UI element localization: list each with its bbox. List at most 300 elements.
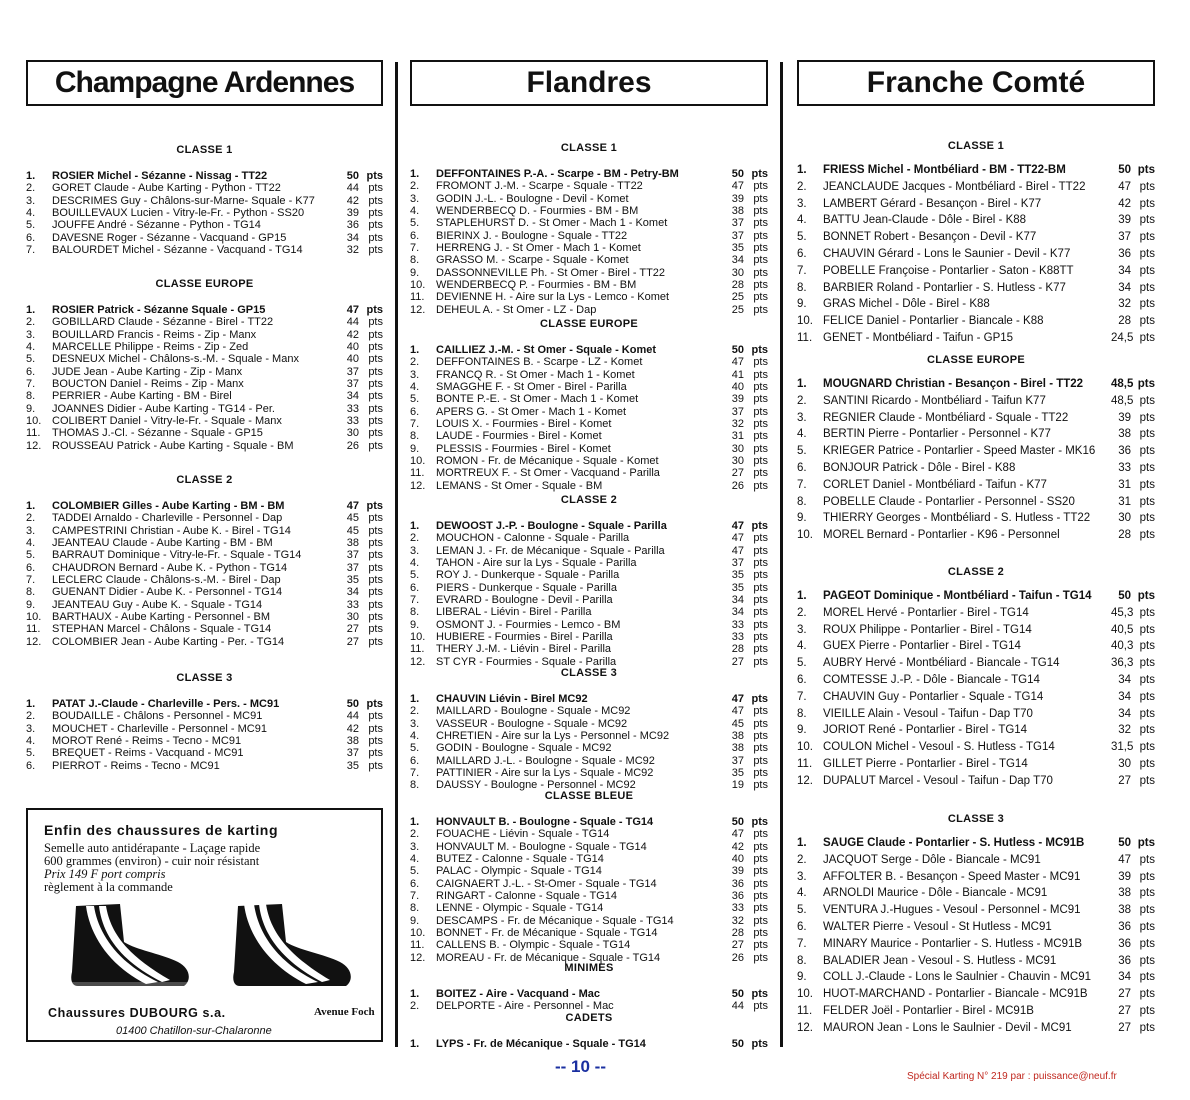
result-unit: pts: [368, 635, 383, 648]
result-name: ROMON - Fr. de Mécanique - Squale - Komet: [436, 455, 659, 468]
result-row: [26, 636, 383, 648]
result-row: [797, 638, 1155, 655]
result-rank: 5.: [410, 865, 420, 878]
section-title: CADETS: [565, 1012, 613, 1024]
result-row: [797, 443, 1155, 460]
result-rank: 11.: [797, 331, 813, 344]
result-rank: 10.: [410, 631, 426, 644]
result-rank: 10.: [797, 741, 813, 754]
result-name: GRAS Michel - Dôle - Birel - K88: [823, 298, 990, 311]
section-title: MINIMES: [564, 962, 614, 974]
result-unit: pts: [1139, 774, 1155, 787]
result-points: 39: [1118, 870, 1131, 883]
result-name: THOMAS J.-Cl. - Sézanne - Squale - GP15: [52, 427, 263, 440]
section-classe-2: [26, 474, 383, 648]
result-row: [410, 230, 768, 242]
result-unit: pts: [1139, 707, 1155, 720]
result-unit: pts: [368, 574, 383, 587]
result-points: 34: [1118, 281, 1131, 294]
result-rank: 3.: [26, 722, 36, 735]
result-row: [410, 693, 768, 705]
result-name: BONNET Robert - Besançon - Devil - K77: [823, 231, 1037, 244]
result-name: MOREL Bernard - Pontarlier - K96 - Personnel: [823, 529, 1060, 542]
result-unit: pts: [753, 455, 768, 468]
result-rank: 2.: [410, 705, 420, 718]
result-unit: pts: [1139, 214, 1155, 227]
result-points: 42: [1118, 197, 1131, 210]
result-rank: 1.: [797, 164, 807, 176]
result-points: 37: [346, 747, 359, 760]
result-unit: pts: [1137, 378, 1155, 390]
result-points: 48,5: [1111, 394, 1134, 407]
result-rank: 6.: [26, 759, 36, 772]
result-rank: 7.: [26, 574, 36, 587]
result-points: 44: [731, 1000, 744, 1013]
result-points: 31: [1118, 478, 1131, 491]
result-name: TADDEI Arnaldo - Charleville - Personnel - Dap: [52, 512, 283, 525]
result-rank: 6.: [26, 231, 36, 244]
result-name: ROUSSEAU Patrick - Aube Karting - Squale - BM: [52, 439, 294, 452]
section-title: CLASSE 2: [560, 494, 618, 506]
section-title: CLASSE 1: [947, 140, 1005, 152]
result-points: 35: [731, 569, 744, 582]
result-unit: pts: [753, 192, 768, 205]
result-rank: 6.: [26, 561, 36, 574]
result-unit: pts: [1137, 164, 1155, 176]
result-unit: pts: [753, 279, 768, 292]
result-name: FELDER Joël - Pontarlier - Birel - MC91B: [823, 1004, 1034, 1017]
result-name: THERY J.-M. - Liévin - Birel - Parilla: [436, 643, 612, 656]
section-title: CLASSE EUROPE: [539, 318, 639, 330]
result-name: KRIEGER Patrice - Pontarlier - Speed Master - MK16: [823, 445, 1096, 458]
result-row: [26, 366, 383, 378]
section-classe-1: [26, 144, 383, 256]
result-rank: 1.: [410, 988, 420, 1000]
result-row: [797, 588, 1155, 605]
section-classe-1: [410, 142, 768, 316]
result-row: [410, 878, 768, 890]
result-name: BOUILLARD Francis - Reims - Zip - Manx: [52, 328, 257, 341]
result-unit: pts: [753, 217, 768, 230]
result-points: 50: [731, 168, 744, 180]
result-unit: pts: [753, 754, 768, 767]
result-unit: pts: [753, 442, 768, 455]
result-name: DASSONNEVILLE Ph. - St Omer - Birel - TT22: [436, 266, 666, 279]
result-name: JOANNES Didier - Aube Karting - TG14 - Per.: [52, 402, 275, 415]
result-rank: 7.: [410, 890, 420, 903]
region-title: Champagne Ardennes: [26, 60, 383, 106]
result-points: 36: [1118, 445, 1131, 458]
result-row: [26, 244, 383, 256]
result-rank: 6.: [410, 754, 420, 767]
result-unit: pts: [753, 705, 768, 718]
result-name: ARNOLDI Maurice - Dôle - Biancale - MC91: [823, 887, 1048, 900]
result-row: [410, 643, 768, 655]
result-name: VENTURA J.-Hugues - Vesoul - Personnel - MC91: [823, 904, 1081, 917]
result-row: [797, 739, 1155, 756]
result-points: 50: [1118, 590, 1131, 602]
result-unit: pts: [368, 598, 383, 611]
result-unit: pts: [753, 393, 768, 406]
result-rank: 6.: [797, 920, 807, 933]
result-rank: 9.: [410, 266, 420, 279]
result-row: [410, 304, 768, 316]
result-unit: pts: [1139, 445, 1155, 458]
result-row: [410, 217, 768, 229]
result-rank: 7.: [26, 378, 36, 391]
result-rank: 6.: [410, 405, 420, 418]
result-name: LIBERAL - Liévin - Birel - Parilla: [436, 606, 592, 619]
result-unit: pts: [1139, 673, 1155, 686]
result-points: 45: [731, 717, 744, 730]
result-name: BOUCTON Daniel - Reims - Zip - Manx: [52, 378, 244, 391]
result-row: [410, 205, 768, 217]
result-points: 39: [731, 192, 744, 205]
result-unit: pts: [753, 381, 768, 394]
result-row: [26, 549, 383, 561]
result-points: 44: [346, 316, 359, 329]
result-rank: 8.: [410, 902, 420, 915]
result-name: REGNIER Claude - Montbéliard - Squale - TT22: [823, 411, 1069, 424]
result-unit: pts: [753, 479, 768, 492]
result-points: 38: [346, 537, 359, 550]
result-points: 36: [1118, 920, 1131, 933]
result-unit: pts: [1137, 590, 1155, 602]
result-row: [797, 196, 1155, 213]
result-rank: 10.: [410, 927, 426, 940]
result-row: [797, 527, 1155, 544]
result-points: 30: [731, 266, 744, 279]
result-name: JORIOT René - Pontarlier - Birel - TG14: [823, 724, 1028, 737]
result-rank: 2.: [410, 532, 420, 545]
result-row: [410, 841, 768, 853]
result-unit: pts: [1139, 870, 1155, 883]
result-name: FRANCQ R. - St Omer - Mach 1 - Komet: [436, 368, 635, 381]
result-unit: pts: [1139, 512, 1155, 525]
result-points: 50: [1118, 164, 1131, 176]
result-rank: 7.: [410, 242, 420, 255]
result-points: 47: [731, 705, 744, 718]
result-rank: 12.: [410, 655, 426, 668]
result-points: 34: [346, 390, 359, 403]
ad-line: Prix 149 F port compris: [44, 867, 166, 881]
result-points: 30: [1118, 512, 1131, 525]
result-unit: pts: [368, 194, 383, 207]
result-rank: 8.: [26, 390, 36, 403]
result-unit: pts: [368, 244, 383, 257]
result-points: 44: [346, 182, 359, 195]
result-name: POBELLE Claude - Pontarlier - Personnel - SS20: [823, 495, 1075, 508]
result-unit: pts: [753, 581, 768, 594]
result-name: FOUACHE - Liévin - Squale - TG14: [436, 828, 610, 841]
result-row: [797, 986, 1155, 1003]
result-points: 36: [731, 877, 744, 890]
result-points: 34: [1118, 707, 1131, 720]
result-unit: pts: [368, 231, 383, 244]
result-points: 45: [346, 512, 359, 525]
result-rank: 3.: [26, 194, 36, 207]
result-rank: 3.: [797, 197, 807, 210]
result-unit: pts: [368, 390, 383, 403]
result-row: [26, 378, 383, 390]
result-unit: pts: [753, 730, 768, 743]
karting-shoe-right-image: [228, 902, 358, 990]
result-unit: pts: [753, 631, 768, 644]
result-row: [410, 988, 768, 1000]
section-title: CLASSE EUROPE: [155, 278, 254, 290]
result-points: 36: [1118, 247, 1131, 260]
result-points: 35: [731, 581, 744, 594]
result-rank: 8.: [410, 254, 420, 267]
result-points: 33: [346, 415, 359, 428]
result-points: 36,3: [1111, 657, 1134, 670]
result-row: [797, 605, 1155, 622]
result-name: CAIGNAERT J.-L. - St-Omer - Squale - TG14: [436, 877, 657, 890]
result-name: SAUGE Claude - Pontarlier - S. Hutless - MC91B: [823, 837, 1085, 849]
result-unit: pts: [1139, 1021, 1155, 1034]
result-row: [797, 885, 1155, 902]
result-name: AFFOLTER B. - Besançon - Speed Master - MC91: [823, 870, 1081, 883]
result-points: 38: [346, 735, 359, 748]
result-row: [26, 698, 383, 710]
result-unit: pts: [368, 353, 383, 366]
result-unit: pts: [1139, 971, 1155, 984]
result-rank: 2.: [797, 180, 807, 193]
result-rank: 7.: [797, 937, 807, 950]
result-name: MOUCHON - Calonne - Squale - Parilla: [436, 532, 630, 545]
result-name: CHAUVIN Guy - Pontarlier - Squale - TG14: [823, 690, 1044, 703]
result-row: [797, 477, 1155, 494]
section-title: CLASSE EUROPE: [926, 354, 1026, 366]
result-row: [26, 207, 383, 219]
result-unit: pts: [751, 1038, 768, 1050]
result-points: 34: [731, 606, 744, 619]
result-rank: 10.: [410, 455, 426, 468]
result-row: [797, 835, 1155, 852]
result-unit: pts: [1139, 757, 1155, 770]
result-name: FRIESS Michel - Montbéliard - BM - TT22-BM: [823, 164, 1066, 176]
result-points: 28: [1118, 529, 1131, 542]
result-points: 47: [731, 180, 744, 193]
result-unit: pts: [753, 840, 768, 853]
result-rank: 4.: [410, 730, 420, 743]
section-title: CLASSE 2: [947, 566, 1005, 578]
result-name: DUPALUT Marcel - Vesoul - Taifun - Dap T70: [823, 774, 1053, 787]
result-points: 35: [731, 242, 744, 255]
result-points: 34: [731, 594, 744, 607]
result-row: [797, 393, 1155, 410]
result-unit: pts: [753, 242, 768, 255]
result-unit: pts: [1139, 315, 1155, 328]
section-classe-europe: [26, 278, 383, 452]
result-unit: pts: [753, 544, 768, 557]
result-unit: pts: [1139, 264, 1155, 277]
result-unit: pts: [753, 532, 768, 545]
result-rank: 12.: [797, 1021, 813, 1034]
result-unit: pts: [753, 205, 768, 218]
result-unit: pts: [368, 219, 383, 232]
result-rank: 2.: [410, 1000, 420, 1013]
result-name: PLESSIS - Fourmies - Birel - Komet: [436, 442, 611, 455]
result-unit: pts: [368, 759, 383, 772]
result-points: 27: [1118, 774, 1131, 787]
result-points: 31,5: [1111, 741, 1134, 754]
result-name: CHAUVIN Liévin - Birel MC92: [436, 693, 588, 705]
result-points: 50: [346, 170, 359, 182]
result-points: 27: [1118, 988, 1131, 1001]
result-row: [797, 1003, 1155, 1020]
region-champagne-ardennes: [26, 60, 383, 772]
result-unit: pts: [753, 418, 768, 431]
result-unit: pts: [751, 520, 768, 532]
result-unit: pts: [1139, 495, 1155, 508]
result-points: 25: [731, 291, 744, 304]
result-points: 31: [731, 430, 744, 443]
result-rank: 5.: [410, 742, 420, 755]
result-unit: pts: [1139, 247, 1155, 260]
result-points: 27: [731, 467, 744, 480]
result-rank: 3.: [410, 717, 420, 730]
result-name: MOUGNARD Christian - Besançon - Birel - TT22: [823, 378, 1084, 390]
result-points: 33: [1118, 461, 1131, 474]
result-row: [797, 313, 1155, 330]
result-unit: pts: [753, 877, 768, 890]
result-rank: 11.: [410, 467, 425, 480]
result-points: 37: [731, 557, 744, 570]
result-unit: pts: [1139, 461, 1155, 474]
result-rank: 1.: [26, 698, 36, 710]
result-points: 42: [731, 840, 744, 853]
result-rank: 9.: [797, 971, 807, 984]
result-unit: pts: [1139, 937, 1155, 950]
result-unit: pts: [368, 561, 383, 574]
result-name: STEPHAN Marcel - Châlons - Squale - TG14: [52, 623, 272, 636]
result-rank: 8.: [797, 954, 807, 967]
result-name: DEFFONTAINES B. - Scarpe - LZ - Komet: [436, 356, 643, 369]
result-unit: pts: [368, 549, 383, 562]
result-points: 34: [346, 231, 359, 244]
result-rank: 2.: [26, 182, 36, 195]
result-points: 38: [731, 205, 744, 218]
result-rank: 3.: [797, 411, 807, 424]
result-row: [797, 179, 1155, 196]
result-row: [797, 655, 1155, 672]
result-rank: 4.: [797, 640, 807, 653]
result-unit: pts: [753, 569, 768, 582]
result-row: [26, 329, 383, 341]
result-row: [797, 494, 1155, 511]
result-row: [410, 594, 768, 606]
result-rank: 8.: [797, 707, 807, 720]
result-row: [26, 512, 383, 524]
result-rank: 6.: [410, 581, 420, 594]
result-points: 50: [731, 1038, 744, 1050]
result-name: BERTIN Pierre - Pontarlier - Personnel - K77: [823, 428, 1051, 441]
result-points: 32: [731, 418, 744, 431]
result-name: VASSEUR - Boulogne - Squale - MC92: [436, 717, 628, 730]
result-name: COULON Michel - Vesoul - S. Hutless - TG14: [823, 741, 1055, 754]
result-row: [26, 599, 383, 611]
result-row: [26, 723, 383, 735]
page-number: -- 10 --: [555, 1057, 606, 1076]
result-rank: 2.: [410, 356, 420, 369]
result-unit: pts: [1139, 231, 1155, 244]
result-points: 50: [346, 698, 359, 710]
result-row: [410, 467, 768, 479]
result-rank: 7.: [410, 767, 420, 780]
result-rank: 9.: [797, 298, 807, 311]
result-name: ROSIER Michel - Sézanne - Nissag - TT22: [52, 170, 268, 182]
result-points: 28: [731, 927, 744, 940]
result-rank: 7.: [797, 690, 807, 703]
result-row: [410, 816, 768, 828]
result-points: 47: [731, 693, 744, 705]
result-name: MINARY Maurice - Pontarlier - S. Hutless - MC91B: [823, 937, 1083, 950]
result-name: CORLET Daniel - Montbéliard - Taifun - K77: [823, 478, 1047, 491]
result-rank: 5.: [410, 393, 420, 406]
result-name: CAMPESTRINI Christian - Aube K. - Birel - TG14: [52, 524, 291, 537]
result-rank: 12.: [410, 303, 426, 316]
section-title: CLASSE 3: [176, 672, 233, 684]
result-points: 41: [731, 368, 744, 381]
result-rank: 8.: [797, 495, 807, 508]
result-points: 34: [1118, 673, 1131, 686]
result-unit: pts: [366, 304, 383, 316]
result-rank: 5.: [26, 747, 36, 760]
ad-title: Enfin des chaussures de karting: [44, 822, 279, 838]
result-name: VIEILLE Alain - Vesoul - Taifun - Dap T70: [823, 707, 1033, 720]
result-name: JEANCLAUDE Jacques - Montbéliard - Birel - TT22: [823, 180, 1086, 193]
result-row: [797, 919, 1155, 936]
result-rank: 2.: [410, 828, 420, 841]
result-rank: 1.: [26, 170, 36, 182]
result-rank: 1.: [26, 500, 36, 512]
result-unit: pts: [368, 182, 383, 195]
result-points: 37: [731, 754, 744, 767]
result-rank: 5.: [797, 657, 807, 670]
result-points: 38: [1118, 887, 1131, 900]
result-rank: 8.: [410, 779, 420, 792]
result-points: 47: [731, 520, 744, 532]
result-row: [797, 510, 1155, 527]
result-points: 44: [346, 710, 359, 723]
result-row: [410, 742, 768, 754]
result-row: [410, 619, 768, 631]
result-name: BUTEZ - Calonne - Squale - TG14: [436, 853, 604, 866]
result-name: DEWOOST J.-P. - Boulogne - Squale - Parilla: [436, 520, 667, 532]
result-name: DELPORTE - Aire - Personnel - Mac: [436, 1000, 614, 1013]
result-row: [410, 1000, 768, 1012]
result-points: 48,5: [1111, 378, 1134, 390]
result-rank: 11.: [410, 643, 425, 656]
result-unit: pts: [753, 779, 768, 792]
section-classe-2: [410, 494, 768, 668]
result-row: [26, 760, 383, 772]
result-row: [26, 500, 383, 512]
result-rank: 11.: [797, 1004, 813, 1017]
result-rank: 3.: [797, 870, 807, 883]
result-unit: pts: [1139, 428, 1155, 441]
result-rank: 12.: [26, 635, 42, 648]
result-row: [410, 279, 768, 291]
result-unit: pts: [1139, 478, 1155, 491]
result-points: 34: [1118, 690, 1131, 703]
result-row: [797, 229, 1155, 246]
result-points: 33: [731, 631, 744, 644]
section-classe-europe: [410, 318, 768, 492]
result-unit: pts: [368, 586, 383, 599]
result-row: [410, 730, 768, 742]
